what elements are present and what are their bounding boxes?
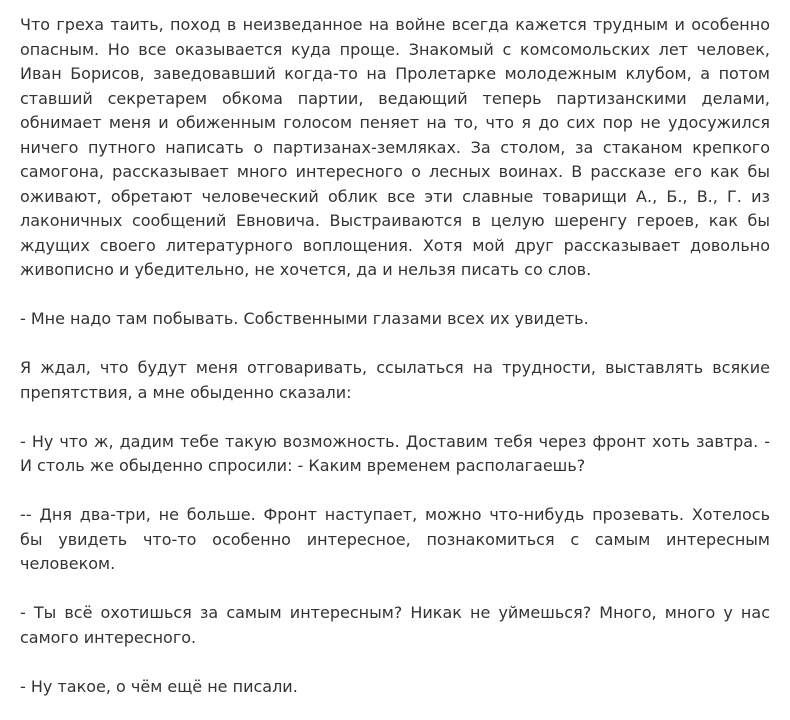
paragraph-narration: Я ждал, что будут меня отговаривать, ссылаться на трудности, выставлять всякие препятствия, а мне обыденно сказали: xyxy=(20,358,770,402)
paragraph-dialogue-1: - Мне надо там побывать. Собственными глазами всех их увидеть. xyxy=(20,309,589,328)
paragraph-dialogue-2: - Ну что ж, дадим тебе такую возможность. Доставим тебя через фронт хоть завтра. - И столь же обыденно спросили: - Каким временем располагаешь? xyxy=(20,431,770,475)
paragraph-dialogue-5: - Ну такое, о чём ещё не писали. xyxy=(20,676,298,696)
paragraph-dialogue-4: - Ты всё охотишься за самым интересным? Никак не уймешься? Много, много у нас самого интересного. xyxy=(20,603,770,647)
paragraph-intro: Что греха таить, поход в неизведанное на войне всегда кажется трудным и особенно опасным. Но все оказывается куда проще. Знакомый с комсомольских лет человек, Иван Борисов, заведовавший когда-то на Пролетарке молодежным клубом, а потом ставший секретарем обкома партии, ведающий теперь партизанскими делами, обнимает меня и обиженным голосом пеняет на то, что я до сих пор не удосужился ничего путного написать о партизанах-земляках. За столом, за стаканом крепкого самогона, рассказывает много интересного о лесных воинах. В рассказе его как бы оживают, обретают человеческий облик все эти славные товарищи А., Б., В., Г. из лаконичных сообщений Евновича. Выстраиваются в целую шеренгу героев, как бы ждущих своего литературного воплощения. Хотя мой друг рассказывает довольно живописно и убедительно, не хочется, да и нельзя писать со слов. xyxy=(20,15,770,279)
paragraph-dialogue-3: -- Дня два-три, не больше. Фронт наступает, можно что-нибудь прозевать. Хотелось бы увидеть что-то особенно интересное, познакомиться с самым интересным человеком. xyxy=(20,505,770,573)
